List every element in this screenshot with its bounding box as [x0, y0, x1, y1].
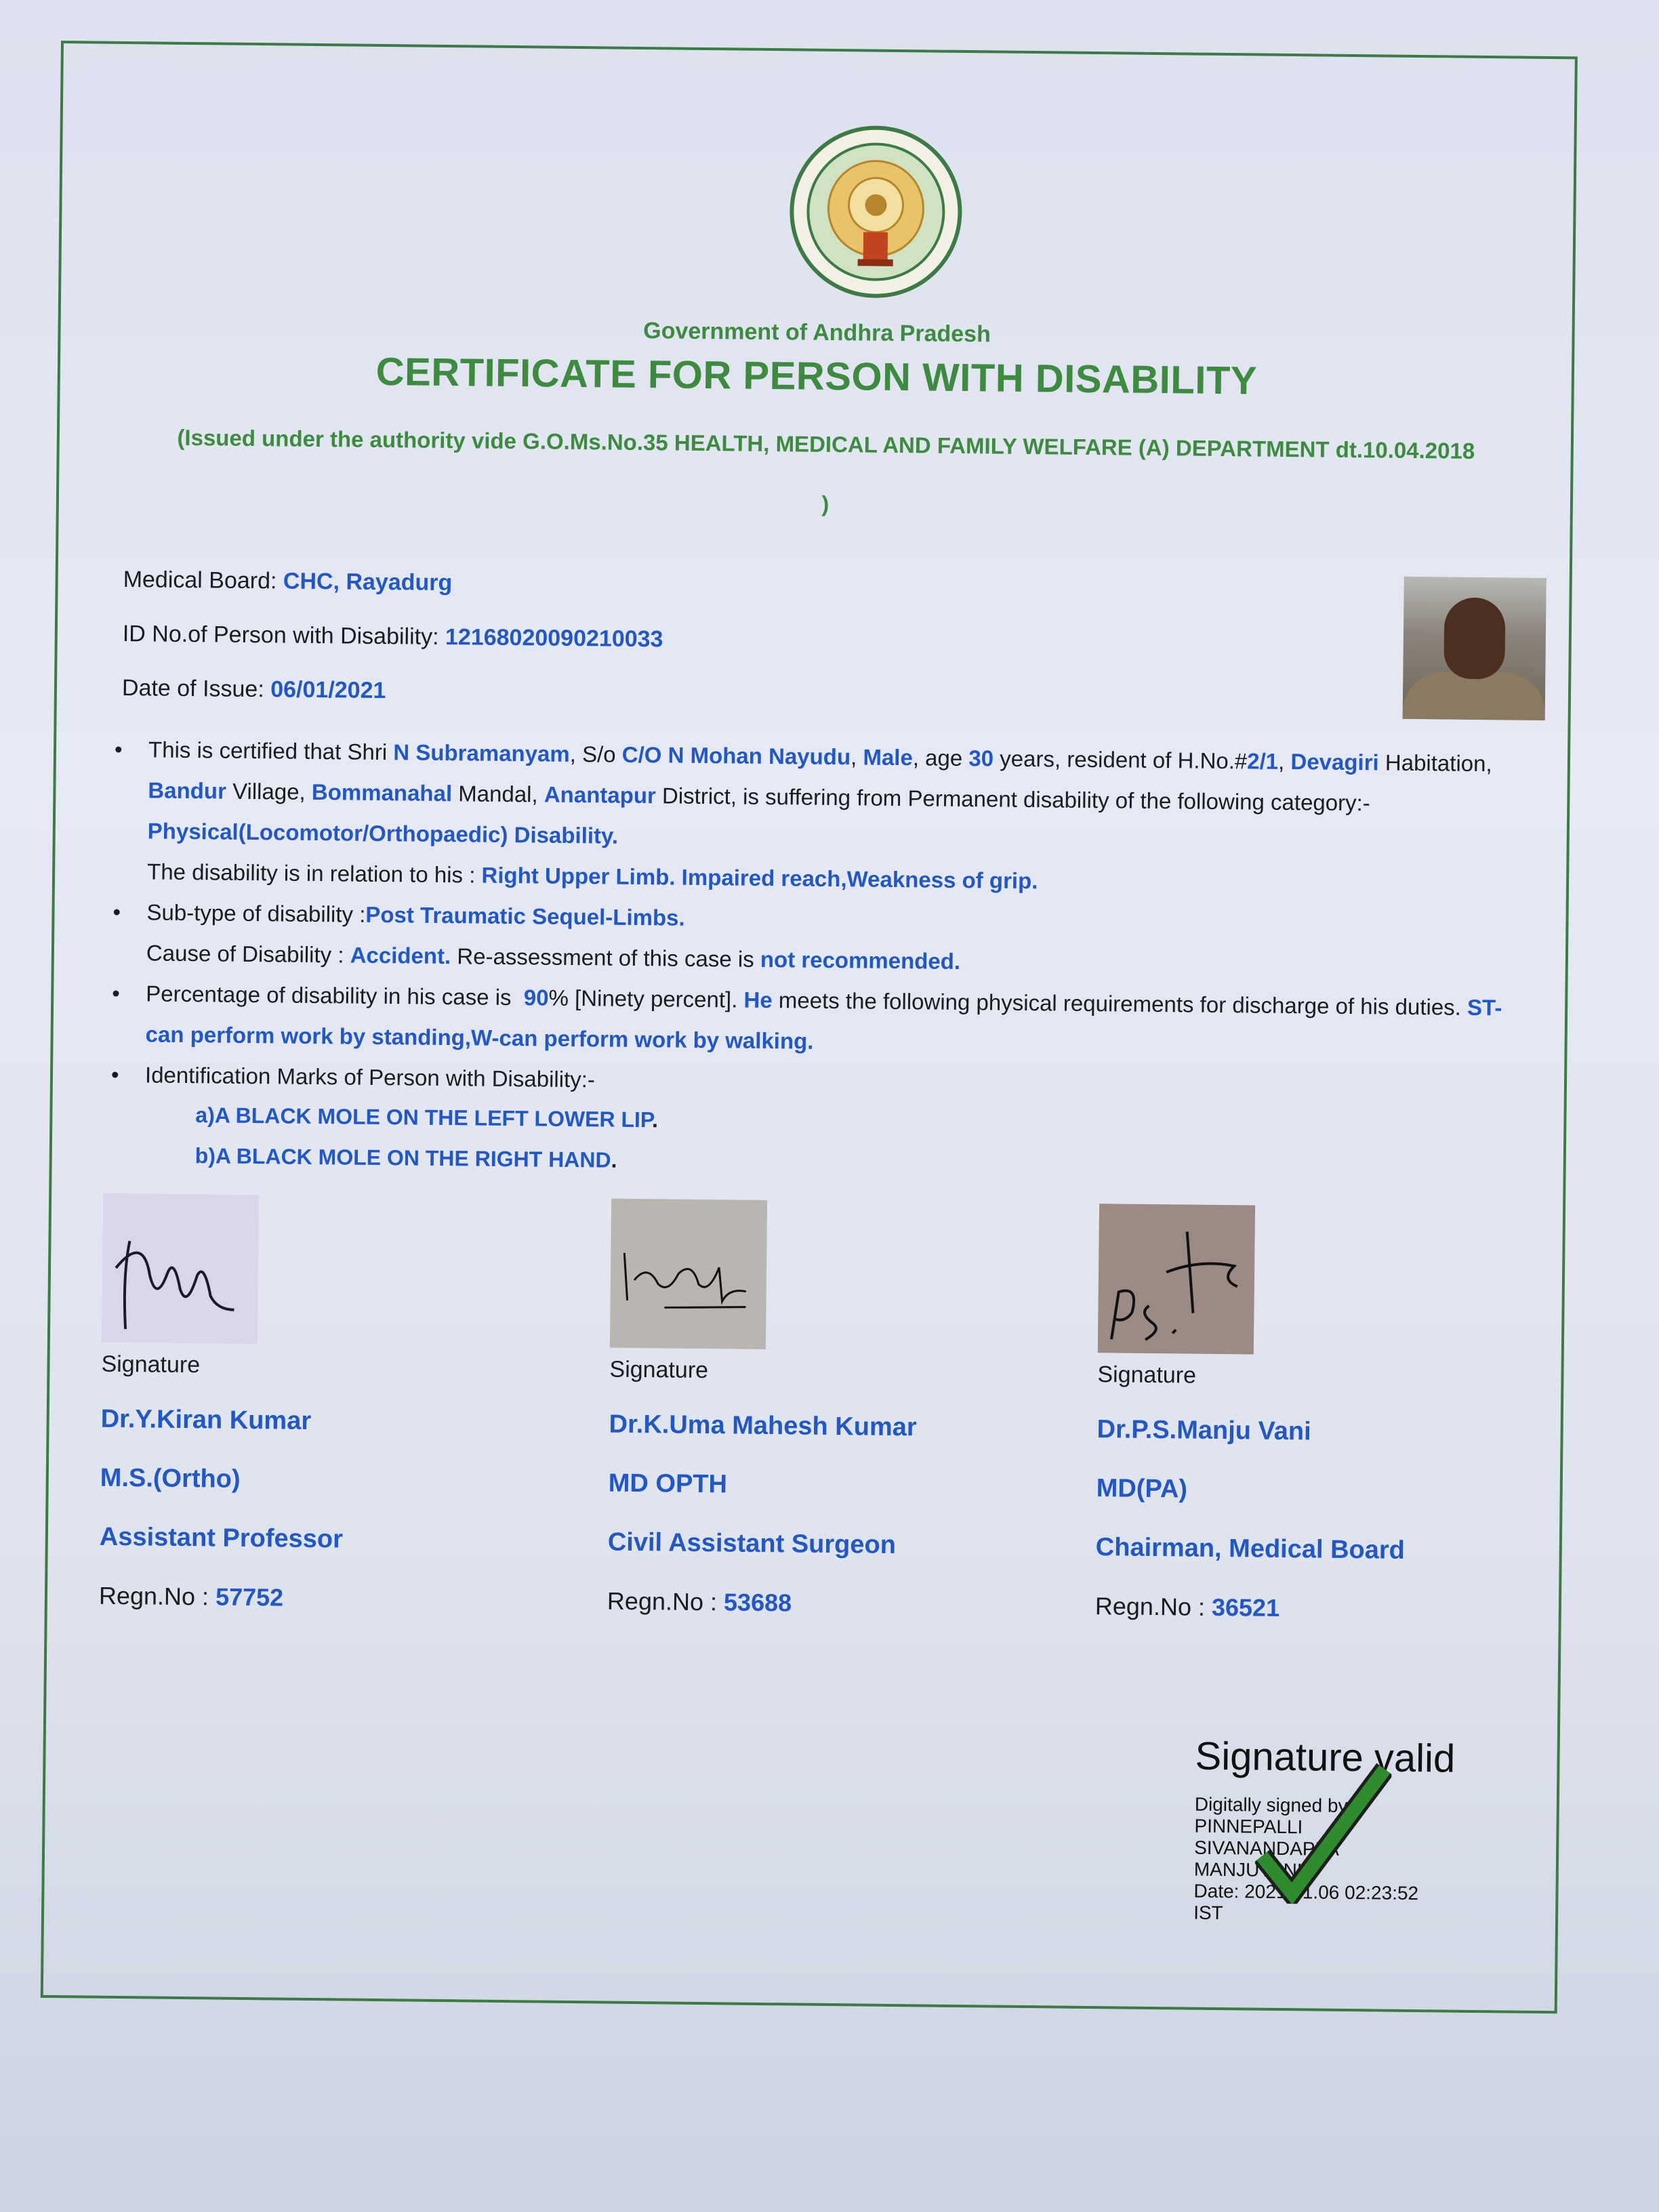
reassess-value: not recommended.: [760, 946, 961, 974]
subtype-text: [112, 892, 1557, 988]
mark-b-text: b)A BLACK MOLE ON THE RIGHT HAND: [194, 1143, 611, 1172]
signatory-qual-3: MD(PA): [1096, 1474, 1188, 1504]
id-row: [123, 621, 663, 653]
text-habitation: Habitation,: [1385, 750, 1492, 777]
requirements-st: ST-: [1467, 994, 1502, 1021]
digital-line-2: PINNEPALLI: [1194, 1815, 1303, 1838]
gender: Male: [863, 744, 914, 771]
signature-image-2: [610, 1199, 767, 1349]
subtype-paragraph: [112, 892, 1557, 988]
signatory-post-3: Chairman, Medical Board: [1095, 1533, 1406, 1565]
village: Bandur: [148, 777, 227, 804]
house-number: 2/1: [1247, 748, 1279, 774]
regn-value-1: 57752: [215, 1582, 284, 1612]
andhra-pradesh-emblem-icon: [787, 123, 965, 301]
digital-line-6: IST: [1193, 1902, 1223, 1924]
id-label: ID No.of Person with Disability:: [122, 621, 439, 650]
signatory-regn-2: [607, 1587, 1027, 1620]
pronoun: He: [743, 987, 773, 1013]
regn-label-3: Regn.No :: [1094, 1592, 1206, 1621]
certificate-sheet: [41, 41, 1579, 2022]
signature-valid-heading: Signature valid: [1195, 1734, 1456, 1781]
authority-text: (Issued under the authority vide G.O.Ms.No.35 HEALTH, MEDICAL AND FAMILY WELFARE (A) DEPARTMENT dt.10.04.2018: [177, 424, 1475, 464]
percentage-value: 90: [523, 985, 549, 1010]
text-certified: This is certified that Shri: [148, 737, 388, 765]
photo-face: [1443, 597, 1505, 679]
text-district: District, is suffering from Permanent disability of the following category:-: [661, 783, 1370, 816]
age-value: 30: [968, 745, 994, 771]
identification-mark-b: [195, 1143, 617, 1173]
text-village: Village,: [232, 778, 306, 804]
mark-b-dot: .: [611, 1147, 617, 1172]
text-age: , age: [912, 745, 963, 771]
identification-label: Identification Marks of Person with Disability:-: [144, 1062, 596, 1092]
person-name: N Subramanyam: [393, 739, 570, 766]
regn-value-3: 36521: [1211, 1593, 1280, 1622]
father-name: C/O N Mohan Nayudu: [621, 741, 851, 770]
signatory-name-2: Dr.K.Uma Mahesh Kumar: [609, 1410, 917, 1442]
requirements-label: meets the following physical requirements for discharge of his duties.: [778, 987, 1462, 1020]
text-comma-2: ,: [1277, 748, 1285, 774]
regn-value-2: 53688: [723, 1588, 792, 1617]
percentage-unit: %: [548, 985, 569, 1010]
subtype-label: Sub-type of disability :: [146, 899, 366, 927]
signature-image-3: [1098, 1204, 1255, 1354]
signatory-regn-3: [1095, 1592, 1515, 1624]
signature-label-1: Signature: [101, 1351, 201, 1378]
percentage-words: [Ninety percent].: [574, 985, 738, 1012]
certificate-title: CERTIFICATE FOR PERSON WITH DISABILITY: [375, 349, 1258, 403]
digital-line-5: Date: 2021.01.06 02:23:52: [1193, 1880, 1419, 1904]
text-resident: years, resident of H.No.#: [1000, 745, 1248, 774]
checkmark-icon: [1254, 1755, 1391, 1905]
issue-date-value: 06/01/2021: [270, 676, 386, 704]
bullet-4: •: [110, 1061, 119, 1087]
signatory-1: [99, 1193, 523, 1614]
requirements-value: can perform work by standing,W-can perform work by walking.: [145, 1021, 814, 1054]
text-so: , S/o: [569, 741, 616, 767]
digital-line-3: SIVANANDAPPA: [1194, 1837, 1340, 1860]
signature-label-2: Signature: [609, 1356, 709, 1384]
regn-label-1: Regn.No :: [98, 1581, 209, 1611]
medical-board-row: [123, 567, 452, 596]
mark-a-dot: .: [651, 1107, 659, 1132]
signatory-name-3: Dr.P.S.Manju Vani: [1097, 1415, 1311, 1446]
habitation: Devagiri: [1290, 749, 1379, 775]
medical-board-label: Medical Board:: [123, 567, 277, 594]
mandal: Bommanahal: [311, 779, 453, 806]
percentage-paragraph: [111, 973, 1555, 1069]
authority-close: ): [821, 491, 830, 516]
relation-value: Right Upper Limb. Impaired reach,Weakness of grip.: [481, 862, 1038, 894]
government-name: Government of Andhra Pradesh: [643, 318, 991, 348]
issue-date-label: Date of Issue:: [121, 674, 264, 703]
digital-signature: [1193, 1734, 1548, 1927]
signatory-post-2: Civil Assistant Surgeon: [607, 1528, 897, 1560]
identification-mark-a: [195, 1103, 658, 1132]
person-photo: [1403, 577, 1547, 720]
certification-text: [113, 729, 1558, 907]
signatory-2: [607, 1199, 1031, 1620]
percentage-text: [111, 973, 1555, 1069]
disability-category: Physical(Locomotor/Orthopaedic) Disability.: [147, 818, 619, 848]
subtype-value: Post Traumatic Sequel-Limbs.: [365, 901, 685, 930]
mark-a-text: a)A BLACK MOLE ON THE LEFT LOWER LIP: [195, 1103, 653, 1132]
bullet-3: •: [112, 980, 121, 1006]
digital-line-4: MANJUVANI: [1193, 1858, 1303, 1881]
percentage-label: Percentage of disability in his case is: [146, 981, 512, 1010]
signatory-post-1: Assistant Professor: [99, 1522, 344, 1554]
digital-line-1: Digitally signed by: [1194, 1793, 1348, 1817]
signatory-qual-1: M.S.(Ortho): [100, 1463, 241, 1494]
text-mandal: Mandal,: [458, 781, 538, 807]
relation-label: The disability is in relation to his :: [146, 859, 476, 888]
district: Anantapur: [544, 781, 657, 808]
signatory-3: [1095, 1204, 1519, 1624]
signatory-regn-1: [99, 1582, 519, 1614]
regn-label-2: Regn.No :: [607, 1586, 718, 1616]
signature-label-3: Signature: [1097, 1361, 1197, 1389]
authority-line: [86, 407, 1565, 541]
signatory-qual-2: MD OPTH: [608, 1469, 728, 1499]
certification-paragraph: [113, 729, 1558, 907]
cause-value: Accident.: [350, 942, 451, 969]
cause-label: Cause of Disability :: [146, 940, 344, 968]
reassess-label: Re-assessment of this case is: [457, 943, 754, 972]
medical-board-value: CHC, Rayadurg: [283, 568, 453, 596]
signatory-name-1: Dr.Y.Kiran Kumar: [100, 1404, 312, 1435]
signature-image-1: [102, 1193, 259, 1344]
text-comma-1: ,: [850, 744, 857, 770]
bullet-1: •: [114, 736, 123, 762]
bullet-2: •: [112, 899, 121, 924]
id-value: 12168020090210033: [445, 623, 663, 653]
issue-date-row: [122, 675, 386, 704]
